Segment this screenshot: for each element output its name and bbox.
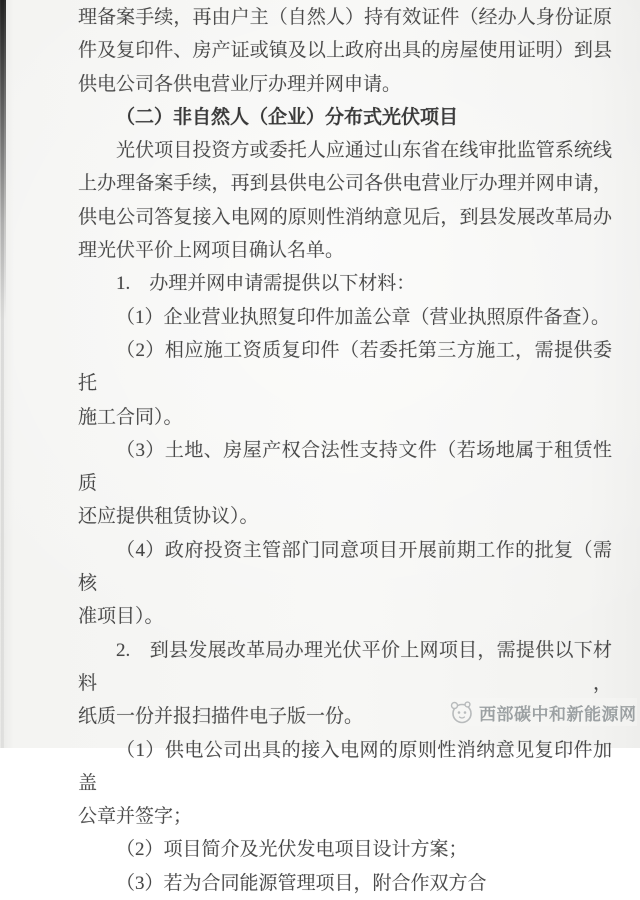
doc-line-21: （2）项目简介及光伏发电项目设计方案； bbox=[116, 839, 468, 861]
doc-line-7: 供电公司答复接入电网的原则性消纳意见后，到县发展改革局办 bbox=[78, 206, 612, 228]
doc-line-3: 供电公司各供电营业厅办理并网申请。 bbox=[78, 73, 402, 95]
doc-line-1: 理备案手续，再由户主（自然人）持有效证件（经办人身份证原 bbox=[78, 7, 612, 28]
doc-line-19: （1）供电公司出具的接入电网的原则性消纳意见复印件加盖 bbox=[78, 739, 612, 794]
doc-line-17: 2. 到县发展改革局办理光伏平价上网项目，需提供以下材料， bbox=[78, 639, 612, 694]
doc-line-16: 准项目）。 bbox=[78, 606, 164, 628]
doc-line-14: 还应提供租赁协议）。 bbox=[78, 506, 259, 528]
doc-line-8: 理光伏平价上网项目确认名单。 bbox=[78, 240, 345, 262]
doc-line-12: 施工合同）。 bbox=[78, 406, 183, 428]
watermark bbox=[449, 698, 637, 726]
doc-line-18: 纸质一份并报扫描件电子版一份。 bbox=[78, 706, 364, 728]
doc-line-11: （2）相应施工资质复印件（若委托第三方施工，需提供委托 bbox=[78, 339, 612, 395]
watermark-text: 西部碳中和新能源网 bbox=[479, 704, 637, 724]
doc-line-6: 上办理备案手续，再到县供电公司各供电营业厅办理并网申请， bbox=[78, 173, 612, 195]
doc-line-20: 公章并签字； bbox=[78, 806, 193, 828]
doc-line-10: （1）企业营业执照复印件加盖公章（营业执照原件备查）。 bbox=[116, 306, 611, 328]
doc-line-5: 光伏项目投资方或委托人应通过山东省在线审批监管系统线 bbox=[116, 140, 612, 162]
doc-line-13: （3）土地、房屋产权合法性支持文件（若场地属于租赁性质 bbox=[78, 439, 612, 495]
doc-line-9: 1. 办理并网申请需提供以下材料： bbox=[116, 273, 416, 295]
doc-line-22: （3）若为合同能源管理项目，附合作双方合 bbox=[116, 872, 487, 894]
document-body bbox=[78, 1, 612, 900]
doc-line-15: （4）政府投资主管部门同意项目开展前期工作的批复（需核 bbox=[78, 539, 612, 595]
scan-left-edge-shadow bbox=[0, 0, 6, 320]
panda-mascot-icon bbox=[449, 699, 474, 725]
doc-line-2: 件及复印件、房产证或镇及以上政府出具的房屋使用证明）到县 bbox=[78, 40, 612, 62]
doc-line-4: （二）非自然人（企业）分布式光伏项目 bbox=[116, 106, 459, 128]
